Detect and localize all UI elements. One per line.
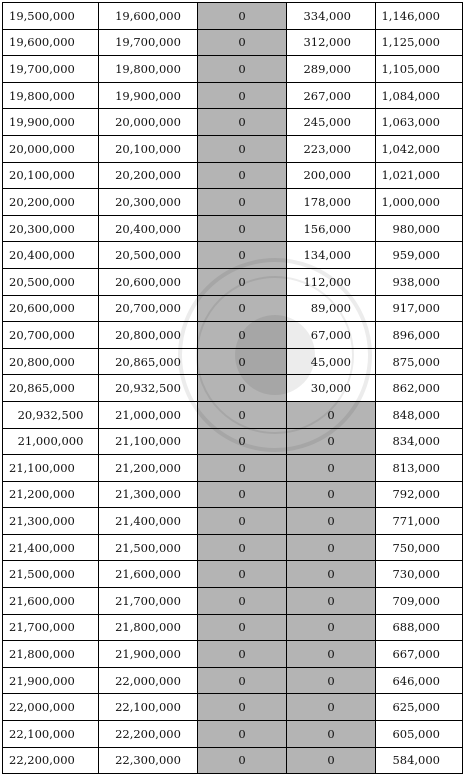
- column-3-cell: 0: [198, 189, 287, 216]
- column-3-cell: 0: [198, 322, 287, 349]
- range-from-cell: 21,100,000: [3, 455, 99, 482]
- column-5-cell: 980,000: [376, 215, 463, 242]
- table-row: [3, 3, 463, 30]
- column-3-cell: 0: [198, 721, 287, 748]
- range-from-cell: 19,500,000: [3, 3, 99, 30]
- range-from-cell: 21,900,000: [3, 667, 99, 694]
- column-4-cell: 30,000: [287, 375, 376, 402]
- range-to-cell: 20,400,000: [99, 215, 198, 242]
- range-from-cell: 19,800,000: [3, 82, 99, 109]
- column-3-cell: 0: [198, 401, 287, 428]
- column-3-cell: 0: [198, 109, 287, 136]
- column-3-cell: 0: [198, 561, 287, 588]
- column-5-cell: 848,000: [376, 401, 463, 428]
- column-4-cell: 0: [287, 667, 376, 694]
- range-to-cell: 21,600,000: [99, 561, 198, 588]
- column-3-cell: 0: [198, 82, 287, 109]
- range-to-cell: 19,900,000: [99, 82, 198, 109]
- column-4-cell: 334,000: [287, 3, 376, 30]
- column-4-cell: 0: [287, 508, 376, 535]
- column-4-cell: 0: [287, 455, 376, 482]
- table-row: [3, 455, 463, 482]
- table-row: [3, 109, 463, 136]
- range-to-cell: 19,600,000: [99, 3, 198, 30]
- column-3-cell: 0: [198, 56, 287, 83]
- range-to-cell: 21,100,000: [99, 428, 198, 455]
- range-to-cell: 20,200,000: [99, 162, 198, 189]
- column-4-cell: 89,000: [287, 295, 376, 322]
- table-row: [3, 375, 463, 402]
- table-row: [3, 29, 463, 56]
- range-to-cell: 21,300,000: [99, 481, 198, 508]
- column-5-cell: 792,000: [376, 481, 463, 508]
- table-row: [3, 641, 463, 668]
- column-5-cell: 646,000: [376, 667, 463, 694]
- range-from-cell: 21,500,000: [3, 561, 99, 588]
- column-3-cell: 0: [198, 428, 287, 455]
- range-from-cell: 20,400,000: [3, 242, 99, 269]
- table-row: [3, 401, 463, 428]
- table-row: [3, 534, 463, 561]
- column-3-cell: 0: [198, 295, 287, 322]
- table-row: [3, 481, 463, 508]
- column-4-cell: 0: [287, 401, 376, 428]
- table-row: [3, 348, 463, 375]
- column-4-cell: 289,000: [287, 56, 376, 83]
- column-3-cell: 0: [198, 162, 287, 189]
- range-from-cell: 20,865,000: [3, 375, 99, 402]
- column-5-cell: 875,000: [376, 348, 463, 375]
- range-to-cell: 22,100,000: [99, 694, 198, 721]
- column-5-cell: 709,000: [376, 588, 463, 615]
- column-5-cell: 584,000: [376, 747, 463, 774]
- table-row: [3, 561, 463, 588]
- range-to-cell: 21,500,000: [99, 534, 198, 561]
- range-from-cell: 20,700,000: [3, 322, 99, 349]
- table-row: [3, 428, 463, 455]
- range-to-cell: 20,600,000: [99, 268, 198, 295]
- column-5-cell: 1,000,000: [376, 189, 463, 216]
- column-4-cell: 0: [287, 588, 376, 615]
- column-3-cell: 0: [198, 481, 287, 508]
- column-5-cell: 667,000: [376, 641, 463, 668]
- range-from-cell: 22,200,000: [3, 747, 99, 774]
- range-to-cell: 22,000,000: [99, 667, 198, 694]
- column-3-cell: 0: [198, 242, 287, 269]
- column-4-cell: 312,000: [287, 29, 376, 56]
- range-from-cell: 20,600,000: [3, 295, 99, 322]
- column-3-cell: 0: [198, 29, 287, 56]
- range-from-cell: 20,000,000: [3, 135, 99, 162]
- column-5-cell: 605,000: [376, 721, 463, 748]
- range-from-cell: 21,000,000: [3, 428, 99, 455]
- column-3-cell: 0: [198, 747, 287, 774]
- table-row: [3, 721, 463, 748]
- column-4-cell: 0: [287, 641, 376, 668]
- column-4-cell: 0: [287, 534, 376, 561]
- column-5-cell: 862,000: [376, 375, 463, 402]
- column-4-cell: 178,000: [287, 189, 376, 216]
- column-4-cell: 200,000: [287, 162, 376, 189]
- column-5-cell: 834,000: [376, 428, 463, 455]
- column-4-cell: 134,000: [287, 242, 376, 269]
- table-row: [3, 694, 463, 721]
- column-5-cell: 1,105,000: [376, 56, 463, 83]
- table-row: [3, 56, 463, 83]
- column-4-cell: 245,000: [287, 109, 376, 136]
- column-5-cell: 959,000: [376, 242, 463, 269]
- range-to-cell: 21,000,000: [99, 401, 198, 428]
- tax-table: [2, 2, 463, 774]
- column-3-cell: 0: [198, 694, 287, 721]
- range-to-cell: 20,932,500: [99, 375, 198, 402]
- column-5-cell: 1,021,000: [376, 162, 463, 189]
- range-to-cell: 19,800,000: [99, 56, 198, 83]
- range-from-cell: 19,900,000: [3, 109, 99, 136]
- range-to-cell: 21,800,000: [99, 614, 198, 641]
- column-4-cell: 223,000: [287, 135, 376, 162]
- range-from-cell: 20,100,000: [3, 162, 99, 189]
- range-from-cell: 19,600,000: [3, 29, 99, 56]
- column-5-cell: 750,000: [376, 534, 463, 561]
- column-5-cell: 688,000: [376, 614, 463, 641]
- column-4-cell: 267,000: [287, 82, 376, 109]
- table-row: [3, 588, 463, 615]
- range-to-cell: 20,700,000: [99, 295, 198, 322]
- table-row: [3, 614, 463, 641]
- table-row: [3, 215, 463, 242]
- range-from-cell: 19,700,000: [3, 56, 99, 83]
- range-from-cell: 21,700,000: [3, 614, 99, 641]
- range-to-cell: 19,700,000: [99, 29, 198, 56]
- range-to-cell: 21,200,000: [99, 455, 198, 482]
- range-to-cell: 22,200,000: [99, 721, 198, 748]
- table-row: [3, 667, 463, 694]
- range-to-cell: 21,900,000: [99, 641, 198, 668]
- tax-table-sheet: [2, 2, 462, 774]
- range-to-cell: 22,300,000: [99, 747, 198, 774]
- column-5-cell: 1,125,000: [376, 29, 463, 56]
- table-row: [3, 135, 463, 162]
- table-row: [3, 747, 463, 774]
- table-row: [3, 508, 463, 535]
- column-5-cell: 771,000: [376, 508, 463, 535]
- table-row: [3, 162, 463, 189]
- range-from-cell: 22,000,000: [3, 694, 99, 721]
- column-5-cell: 1,084,000: [376, 82, 463, 109]
- range-from-cell: 20,500,000: [3, 268, 99, 295]
- range-to-cell: 21,400,000: [99, 508, 198, 535]
- column-4-cell: 67,000: [287, 322, 376, 349]
- column-5-cell: 730,000: [376, 561, 463, 588]
- column-5-cell: 1,146,000: [376, 3, 463, 30]
- column-3-cell: 0: [198, 268, 287, 295]
- column-3-cell: 0: [198, 667, 287, 694]
- column-4-cell: 0: [287, 721, 376, 748]
- column-3-cell: 0: [198, 135, 287, 162]
- column-4-cell: 0: [287, 747, 376, 774]
- range-from-cell: 21,300,000: [3, 508, 99, 535]
- range-to-cell: 20,800,000: [99, 322, 198, 349]
- column-4-cell: 112,000: [287, 268, 376, 295]
- column-4-cell: 0: [287, 694, 376, 721]
- column-5-cell: 625,000: [376, 694, 463, 721]
- range-to-cell: 20,500,000: [99, 242, 198, 269]
- range-to-cell: 20,865,000: [99, 348, 198, 375]
- column-5-cell: 938,000: [376, 268, 463, 295]
- column-5-cell: 896,000: [376, 322, 463, 349]
- column-5-cell: 917,000: [376, 295, 463, 322]
- column-3-cell: 0: [198, 3, 287, 30]
- column-4-cell: 0: [287, 561, 376, 588]
- table-row: [3, 268, 463, 295]
- range-to-cell: 20,000,000: [99, 109, 198, 136]
- table-row: [3, 242, 463, 269]
- table-body: [3, 3, 463, 774]
- column-3-cell: 0: [198, 348, 287, 375]
- table-row: [3, 295, 463, 322]
- range-from-cell: 21,800,000: [3, 641, 99, 668]
- range-to-cell: 21,700,000: [99, 588, 198, 615]
- table-row: [3, 189, 463, 216]
- range-from-cell: 20,200,000: [3, 189, 99, 216]
- column-3-cell: 0: [198, 614, 287, 641]
- column-4-cell: 0: [287, 428, 376, 455]
- column-3-cell: 0: [198, 455, 287, 482]
- column-3-cell: 0: [198, 588, 287, 615]
- range-from-cell: 21,400,000: [3, 534, 99, 561]
- range-from-cell: 20,932,500: [3, 401, 99, 428]
- range-from-cell: 20,300,000: [3, 215, 99, 242]
- column-3-cell: 0: [198, 508, 287, 535]
- range-from-cell: 20,800,000: [3, 348, 99, 375]
- column-4-cell: 0: [287, 614, 376, 641]
- range-to-cell: 20,300,000: [99, 189, 198, 216]
- range-from-cell: 21,600,000: [3, 588, 99, 615]
- column-3-cell: 0: [198, 375, 287, 402]
- range-from-cell: 22,100,000: [3, 721, 99, 748]
- column-5-cell: 1,042,000: [376, 135, 463, 162]
- table-row: [3, 322, 463, 349]
- column-4-cell: 0: [287, 481, 376, 508]
- column-5-cell: 1,063,000: [376, 109, 463, 136]
- range-to-cell: 20,100,000: [99, 135, 198, 162]
- column-4-cell: 156,000: [287, 215, 376, 242]
- table-row: [3, 82, 463, 109]
- column-3-cell: 0: [198, 534, 287, 561]
- column-5-cell: 813,000: [376, 455, 463, 482]
- range-from-cell: 21,200,000: [3, 481, 99, 508]
- column-3-cell: 0: [198, 215, 287, 242]
- column-4-cell: 45,000: [287, 348, 376, 375]
- column-3-cell: 0: [198, 641, 287, 668]
